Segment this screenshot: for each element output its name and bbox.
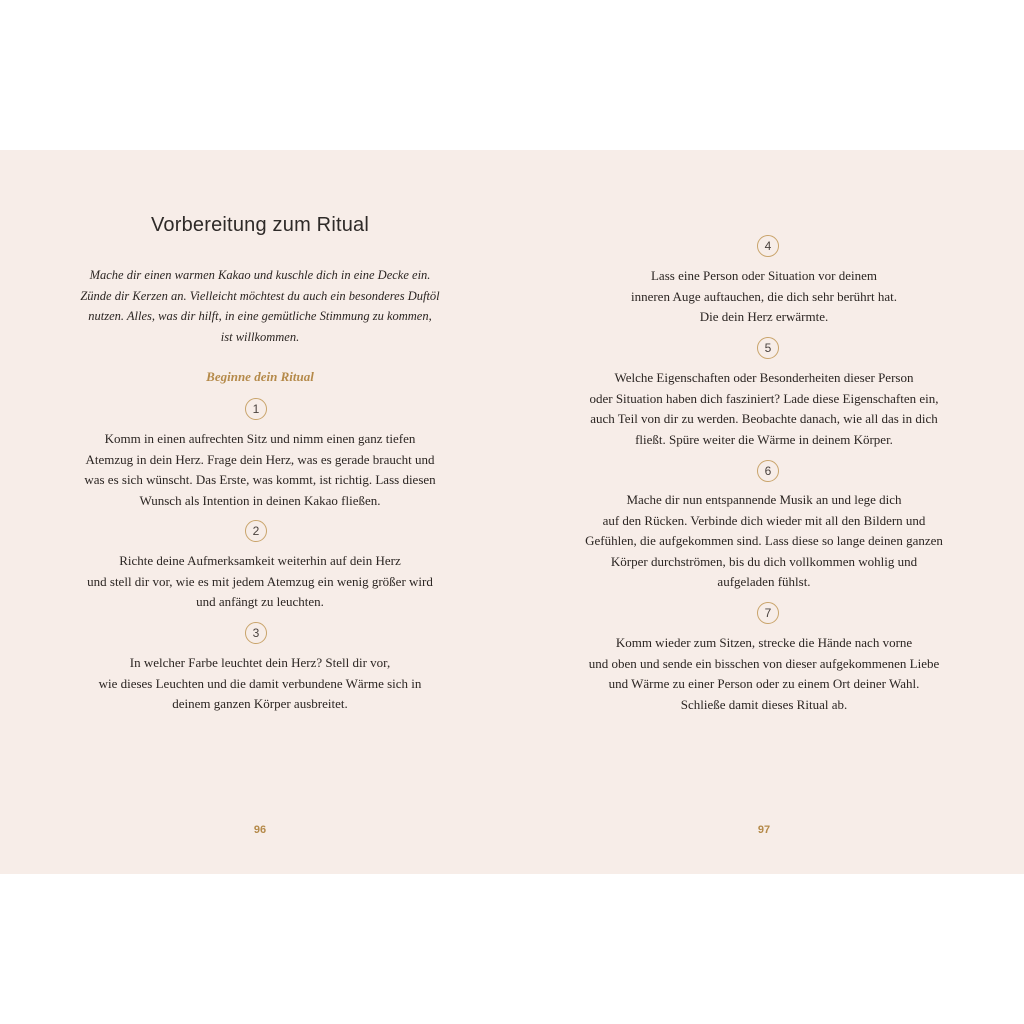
step-line: Mache dir nun entspannende Musik an und lege dich: [626, 492, 902, 507]
intro-line: Mache dir einen warmen Kakao und kuschle dich in eine Decke ein.: [89, 268, 431, 282]
step-line: Körper durchströmen, bis du dich vollkommen wohlig und: [610, 553, 918, 569]
step-line: deinem ganzen Körper ausbreitet.: [172, 696, 348, 711]
step-line: was es sich wünscht. Das Erste, was kommt, ist richtig. Lass diesen: [84, 472, 436, 487]
step-paragraph: [60, 653, 460, 715]
step-line: oder Situation haben dich fasziniert? Lade diese Eigenschaften ein,: [589, 390, 939, 406]
right-page: [512, 150, 1024, 874]
step-paragraph: [564, 266, 964, 328]
step-line: In welcher Farbe leuchtet dein Herz? Stell dir vor,: [129, 655, 391, 670]
step-paragraph: [60, 551, 460, 613]
step-line: Richte deine Aufmerksamkeit weiterhin auf dein Herz: [119, 553, 401, 568]
step-line: und oben und sende ein bisschen von dieser aufgekommenen Liebe: [588, 655, 940, 671]
step-paragraph: [564, 633, 964, 715]
step-number-badge: 2: [245, 520, 267, 542]
intro-line: Zünde dir Kerzen an. Vielleicht möchtest du auch ein besonderes Duftöl: [80, 288, 440, 303]
book-spread: [0, 150, 1024, 874]
step-line: und anfängt zu leuchten.: [196, 594, 324, 609]
step-line: Die dein Herz erwärmte.: [699, 309, 829, 324]
intro-paragraph: [60, 265, 460, 347]
intro-line: nutzen. Alles, was dir hilft, in eine gemütliche Stimmung zu kommen,: [88, 309, 432, 323]
step-line: Gefühlen, die aufgekommen sind. Lass diese so lange deinen ganzen: [585, 533, 943, 548]
page-number: 97: [757, 824, 771, 836]
step-line: und stell dir vor, wie es mit jedem Atemzug ein wenig größer wird: [87, 573, 433, 589]
step-number-badge: 4: [757, 235, 779, 257]
step-number-badge: 5: [757, 337, 779, 359]
step-paragraph: [564, 490, 964, 593]
step-line: Welche Eigenschaften oder Besonderheiten dieser Person: [614, 370, 914, 385]
step-line: Lass eine Person oder Situation vor deinem: [650, 268, 877, 283]
step-line: auch Teil von dir zu werden. Beobachte danach, wie all das in dich: [590, 411, 938, 426]
step-number-badge: 1: [245, 398, 267, 420]
step-line: Komm in einen aufrechten Sitz und nimm einen ganz tiefen: [104, 431, 416, 446]
step-line: Atemzug in dein Herz. Frage dein Herz, was es gerade braucht und: [85, 451, 435, 467]
step-number-badge: 3: [245, 622, 267, 644]
step-line: Komm wieder zum Sitzen, strecke die Hände nach vorne: [615, 635, 913, 650]
step-number-badge: 6: [757, 460, 779, 482]
step-line: wie dieses Leuchten und die damit verbundene Wärme sich in: [98, 675, 422, 691]
intro-line: ist willkommen.: [220, 329, 300, 344]
step-line: auf den Rücken. Verbinde dich wieder mit all den Bildern und: [602, 512, 926, 528]
step-number-badge: 7: [757, 602, 779, 624]
step-line: und Wärme zu einer Person oder zu einem Ort deiner Wahl.: [608, 676, 920, 691]
section-subheading: Beginne dein Ritual: [206, 369, 314, 384]
page-number: 96: [253, 824, 267, 836]
step-line: Schließe damit dieses Ritual ab.: [680, 696, 848, 712]
step-paragraph: [60, 429, 460, 511]
step-line: Wunsch als Intention in deinen Kakao fließen.: [139, 492, 381, 508]
step-paragraph: [564, 368, 964, 450]
step-line: aufgeladen fühlst.: [717, 574, 811, 589]
step-line: fließt. Spüre weiter die Wärme in deinem Körper.: [635, 431, 893, 447]
page-title: Vorbereitung zum Ritual: [150, 214, 370, 236]
left-page: [0, 150, 512, 874]
step-line: inneren Auge auftauchen, die dich sehr berührt hat.: [630, 288, 898, 304]
